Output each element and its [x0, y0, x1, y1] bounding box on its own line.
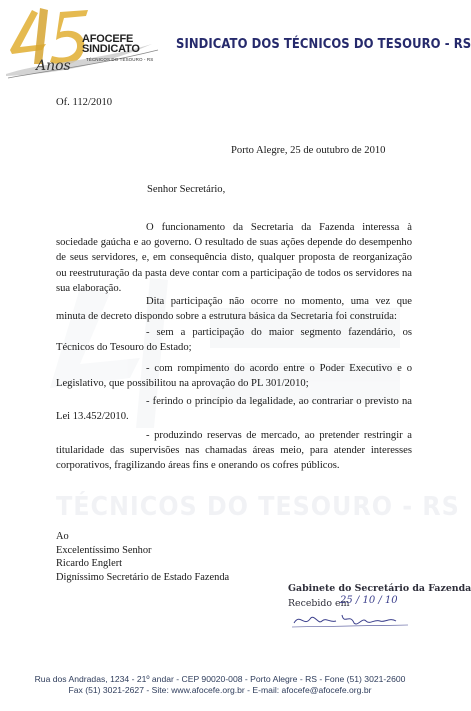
paragraph-4: - com rompimento do acordo entre o Poder Executivo e o Legislativo, que possibilitou na aprovação do PL 301/2010;: [56, 363, 412, 390]
logo-anos: Anos: [36, 58, 71, 74]
letter-reference: Of. 112/2010: [56, 97, 113, 108]
paragraph-6: - produzindo reservas de mercado, ao pretender restringir a titularidade das supervisões nas chamadas áreas meio, para atender interesses corporativos, fragilizando áreas fins e onerando os cofres públicos.: [56, 430, 412, 472]
recipient-line: Ao: [56, 531, 69, 542]
recipient-block: [56, 530, 229, 584]
logo-name-line1: AFOCEFE: [82, 33, 134, 45]
footer-contact: Fax (51) 3021-2627 - Site: www.afocefe.org.br - E-mail: afocefe@afocefe.org.br: [68, 685, 372, 695]
stamp-title: Gabinete do Secretário da Fazenda: [288, 583, 471, 594]
logo-name: [82, 34, 140, 54]
letter-date: Porto Alegre, 25 de outubro de 2010: [231, 145, 386, 156]
paragraph-1: O funcionamento da Secretaria da Fazenda interessa à sociedade gaúcha e ao governo. O resultado de suas ações depende do desempenho de seus servidores, e, em consequência disto, qualquer proposta de reorganização ou reestruturação da pasta deve contar com a participação de todos os servidores na sua elaboração.: [56, 222, 412, 294]
stamp-received-label: Recebido em: [288, 598, 350, 609]
recipient-line: Digníssimo Secretário de Estado Fazenda: [56, 571, 230, 583]
paragraph-2: Dita participação não ocorre no momento, uma vez que minuta de decreto dispondo sobre a estrutura básica da Secretaria foi construída:: [56, 296, 412, 323]
footer-address: Rua dos Andradas, 1234 - 21º andar - CEP 90020-008 - Porto Alegre - RS - Fone (51) 3021-2600: [34, 674, 406, 684]
paragraph-3: - sem a participação do maior segmento fazendário, os Técnicos do Tesouro do Estado;: [56, 327, 412, 354]
letter-greeting: Senhor Secretário,: [147, 184, 226, 195]
recipient-line: Ricardo Englert: [56, 558, 123, 569]
paragraph-5: - ferindo o princípio da legalidade, ao contrariar o previsto na Lei 13.452/2010.: [56, 396, 412, 423]
receipt-stamp: [288, 583, 471, 633]
handwritten-signature: [292, 609, 412, 631]
logo-subtitle: TÉCNICOS DO TESOURO - RS: [86, 57, 154, 62]
letterhead-title: SINDICATO DOS TÉCNICOS DO TESOURO - RS: [176, 36, 471, 52]
recipient-line: Excelentíssimo Senhor: [56, 544, 152, 556]
logo-name-line2: SINDICATO: [82, 43, 140, 55]
stamp-received-date: 25 / 10 / 10: [340, 595, 398, 606]
afocefe-logo: [2, 4, 162, 82]
watermark-text: TÉCNICOS DO TESOURO - RS: [56, 492, 460, 522]
